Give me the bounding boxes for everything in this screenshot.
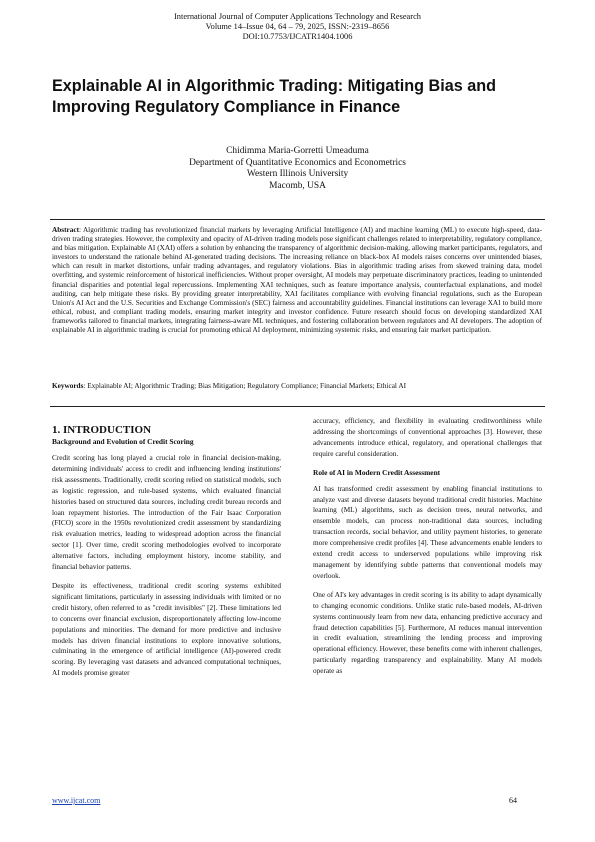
subsection-heading: Background and Evolution of Credit Scoring [52, 437, 194, 446]
author-university: Western Illinois University [246, 169, 349, 180]
journal-name: International Journal of Computer Applications Technology and Research [174, 12, 421, 21]
abstract [52, 226, 542, 335]
body-paragraph: One of AI's key advantages in credit scoring is its ability to adapt dynamically to changing economic conditions. Unlike static rule-based models, AI-driven systems continuously learn from new data, enhancing predictive accuracy and fraud detection capabilities [5]. Furthermore, AI reduces manual intervention in credit evaluation, streamlining the lending process and improving operational efficiency. However, these benefits come with inherent challenges, particularly regarding transparency and explainability. Many AI models operate as [313, 590, 542, 676]
keywords-text: : Explainable AI; Algorithmic Trading; Bias Mitigation; Regulatory Compliance; Financial Markets; Ethical AI [83, 382, 407, 390]
keywords-label: Keywords [52, 382, 84, 390]
author-name: Chidimma Maria-Gorretti Umeaduma [226, 146, 369, 156]
left-column [52, 418, 281, 687]
journal-volume: Volume 14–Issue 04, 64 – 79, 2025, ISSN:-2319–8656 [205, 22, 390, 32]
divider-bottom [50, 406, 545, 407]
paper-title: Explainable AI in Algorithmic Trading: Mitigating Bias and Improving Regulatory Compliance in Finance [52, 77, 496, 116]
body-paragraph: Despite its effectiveness, traditional credit scoring systems exhibited significant limitations, particularly in assessing individuals with limited or no credit history, often referred to as "credit invisibles" [2]. These limitations led to concerns over financial exclusion, disproportionately affecting low-income populations and minorities. The demand for more predictive and inclusive models has driven financial institutions to explore innovative solutions, culminating in the emergence of artificial intelligence (AI)-powered credit scoring. By leveraging vast datasets and advanced computational techniques, AI models promise greater [52, 581, 281, 678]
body-paragraph: Credit scoring has long played a crucial role in financial decision-making, determining individuals' access to credit and influencing lending institutions' risk assessments. Traditionally, credit scoring relied on statistical models, such as logistic regression, and rule-based systems, which evaluated financial histories based on structured data sources, including credit bureau records and loan repayment histories. The introduction of the Fair Isaac Corporation (FICO) score in the 1950s revolutionized credit assessment by standardizing risk evaluation metrics, leading to widespread adoption across the financial sector [1]. Over time, credit scoring methodologies evolved to incorporate alternative factors, including employment history, income stability, and financial behavior patterns. [52, 454, 281, 572]
right-column [313, 416, 542, 685]
section-title: 1. INTRODUCTION [52, 424, 152, 436]
abstract-label: Abstract [52, 226, 79, 234]
body-paragraph: AI has transformed credit assessment by enabling financial institutions to analyze vast and diverse datasets beyond traditional credit histories. Machine learning (ML) algorithms, such as decision trees, neural networks, and ensemble models, can process non-traditional data sources, including transaction records, social behavior, and utility payment histories, to generate more comprehensive credit profiles [4]. These advancements enable lenders to extend credit access to underserved populations while improving risk management by identifying subtle patterns that conventional models may overlook. [313, 484, 542, 580]
author-block [0, 146, 595, 192]
subsection-heading: Role of AI in Modern Credit Assessment [313, 467, 441, 477]
footer-website-link[interactable]: www.ijcat.com [52, 796, 101, 805]
journal-doi: DOI:10.7753/IJCATR1404.1006 [242, 32, 353, 42]
abstract-text: : Algorithmic trading has revolutionized financial markets by leveraging Artificial Intelligence (AI) and machine learning (ML) to execute high-speed, data-driven trading strategies. However, the complexity and opacity of AI-driven trading models pose significant challenges related to interpretability, regulatory compliance, and bias mitigation. Explainable AI (XAI) offers a solution by enhancing the transparency of algorithmic decision-making, allowing market participants, regulators, and investors to understand the rationale behind AI-generated trading decisions. The increasing reliance on black-box AI models raises concerns over unintended biases, which can result in market distortions, unfair trading advantages, and regulatory violations. Bias in algorithmic trading arises from skewed training data, model overfitting, and systemic reinforcement of historical inefficiencies. Without proper oversight, AI models may perpetuate discriminatory practices, leading to unintended financial disparities and potential legal repercussions. Implementing XAI techniques, such as feature importance analysis, counterfactual explanations, and model auditing, can help mitigate these risks. By providing greater interpretability, XAI facilitates compliance with evolving financial regulations, such as the European Union's AI Act and the U.S. Securities and Exchange Commission's (SEC) fairness and accountability guidelines. Financial institutions can leverage XAI to build more ethical, robust, and compliant trading models, ensuring market integrity and investor confidence. Future research should focus on developing standardized XAI frameworks tailored to financial markets, integrating fairness-aware ML techniques, and fostering collaboration between regulators and AI developers. The adoption of explainable AI in algorithmic trading is crucial for promoting ethical AI deployment, minimizing systemic risks, and ensuring fair market participation. [52, 226, 542, 335]
keywords [52, 382, 542, 391]
page-number: 64 [509, 796, 517, 805]
body-paragraph: accuracy, efficiency, and flexibility in evaluating creditworthiness while addressing the shortcomings of conventional approaches [3]. However, these advancements introduce ethical, regulatory, and operational challenges that require careful consideration. [313, 417, 542, 458]
author-department: Department of Quantitative Economics and Econometrics [189, 157, 406, 168]
author-location: Macomb, USA [269, 180, 326, 191]
divider-top [50, 219, 545, 220]
journal-header [0, 12, 595, 43]
